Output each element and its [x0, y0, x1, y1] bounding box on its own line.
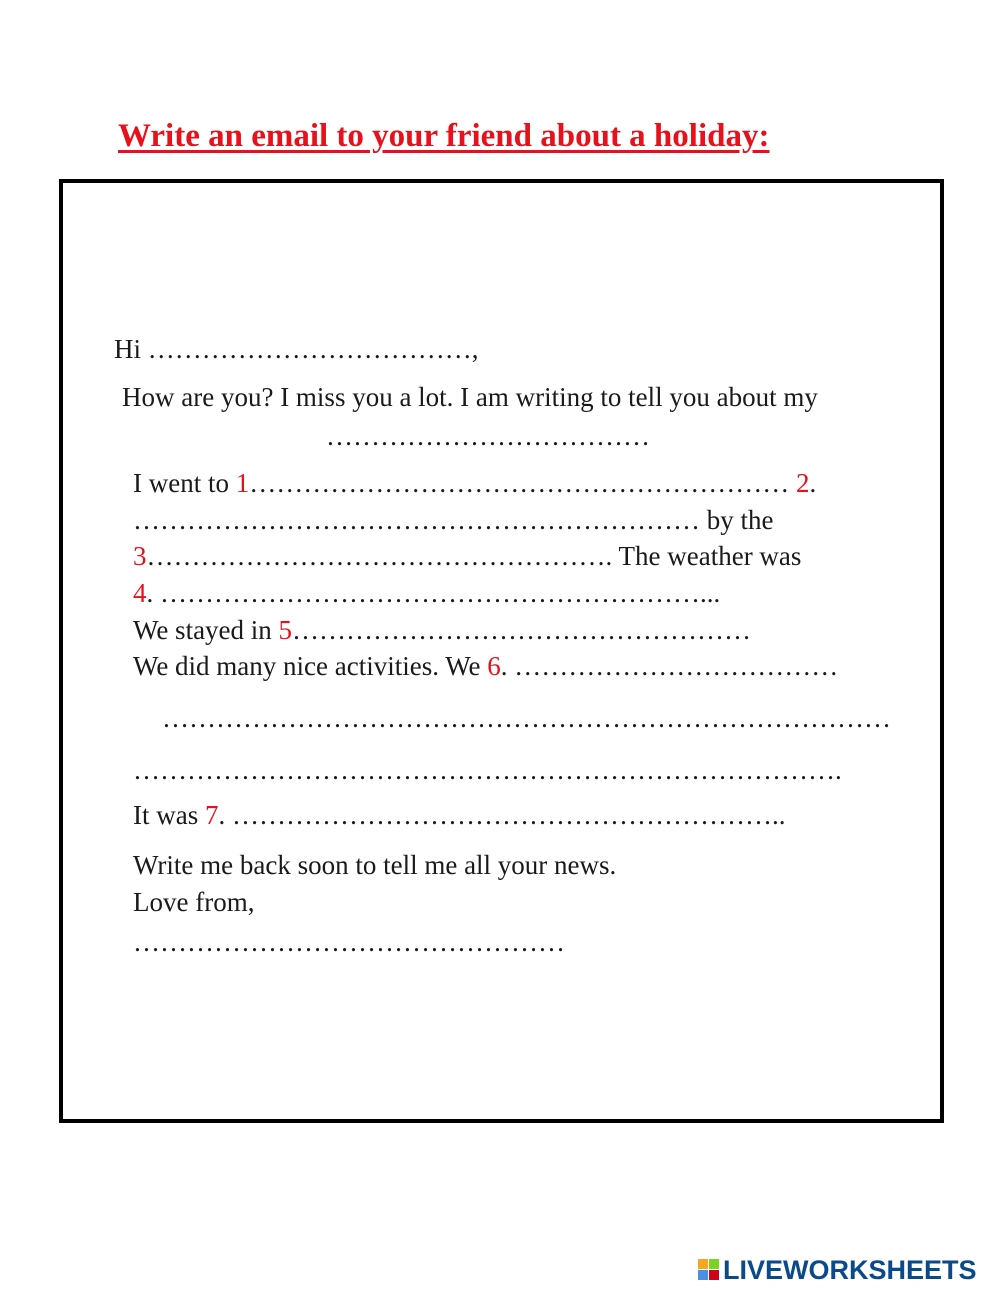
blank-1: ……………………………………………………: [249, 468, 796, 498]
blank-4: . ……………………………………………………...: [146, 578, 721, 608]
stayed-text: We stayed in: [133, 615, 279, 645]
stayed-line: [133, 614, 751, 646]
blank-number-2: 2: [795, 468, 810, 498]
greeting-blank: ………………………………,: [147, 334, 479, 364]
blank-number-1: 1: [235, 468, 250, 498]
logo-squares-icon: [698, 1259, 720, 1281]
blank-number-7: 7: [204, 800, 219, 830]
weather-line: [133, 540, 801, 572]
brand-name: LIVEWORKSHEETS: [723, 1254, 977, 1285]
love-from-line: Love from,: [133, 887, 255, 917]
weather-blank-line: [133, 577, 720, 609]
blank-3: ……………………………………………. The weather was: [146, 541, 802, 571]
period-2: .: [809, 468, 817, 498]
greeting-hi: Hi: [114, 334, 148, 364]
signature-blank: …………………………………………: [133, 927, 565, 957]
blank-7: . ……………………………………………………..: [218, 800, 786, 830]
went-to-line: [133, 467, 816, 499]
liveworksheets-logo: [698, 1256, 977, 1284]
intro-blank: ………………………………: [326, 421, 650, 451]
blank-number-6: 6: [487, 651, 501, 681]
by-the-line: ……………………………………………………… by the: [133, 505, 774, 535]
went-to-text: I went to: [133, 468, 236, 498]
blank-6: . ………………………………: [500, 651, 839, 681]
blank-number-5: 5: [278, 615, 293, 645]
intro-line: How are you? I miss you a lot. I am writing to tell you about my: [122, 382, 818, 412]
activities-text: We did many nice activities. We: [133, 651, 488, 681]
activities-blank-1: ………………………………………………………………………: [162, 703, 891, 733]
blank-number-4: 4: [133, 578, 147, 608]
blank-5: ……………………………………………: [292, 615, 752, 645]
closing-line: Write me back soon to tell me all your news.: [133, 850, 617, 880]
page-title: Write an email to your friend about a holiday:: [118, 118, 770, 154]
it-was-text: It was: [133, 800, 205, 830]
activities-line: [133, 650, 838, 682]
activities-blank-2: …………………………………………………………………….: [133, 755, 842, 785]
blank-number-3: 3: [133, 541, 147, 571]
greeting-line: [114, 333, 479, 365]
it-was-line: [133, 799, 785, 831]
